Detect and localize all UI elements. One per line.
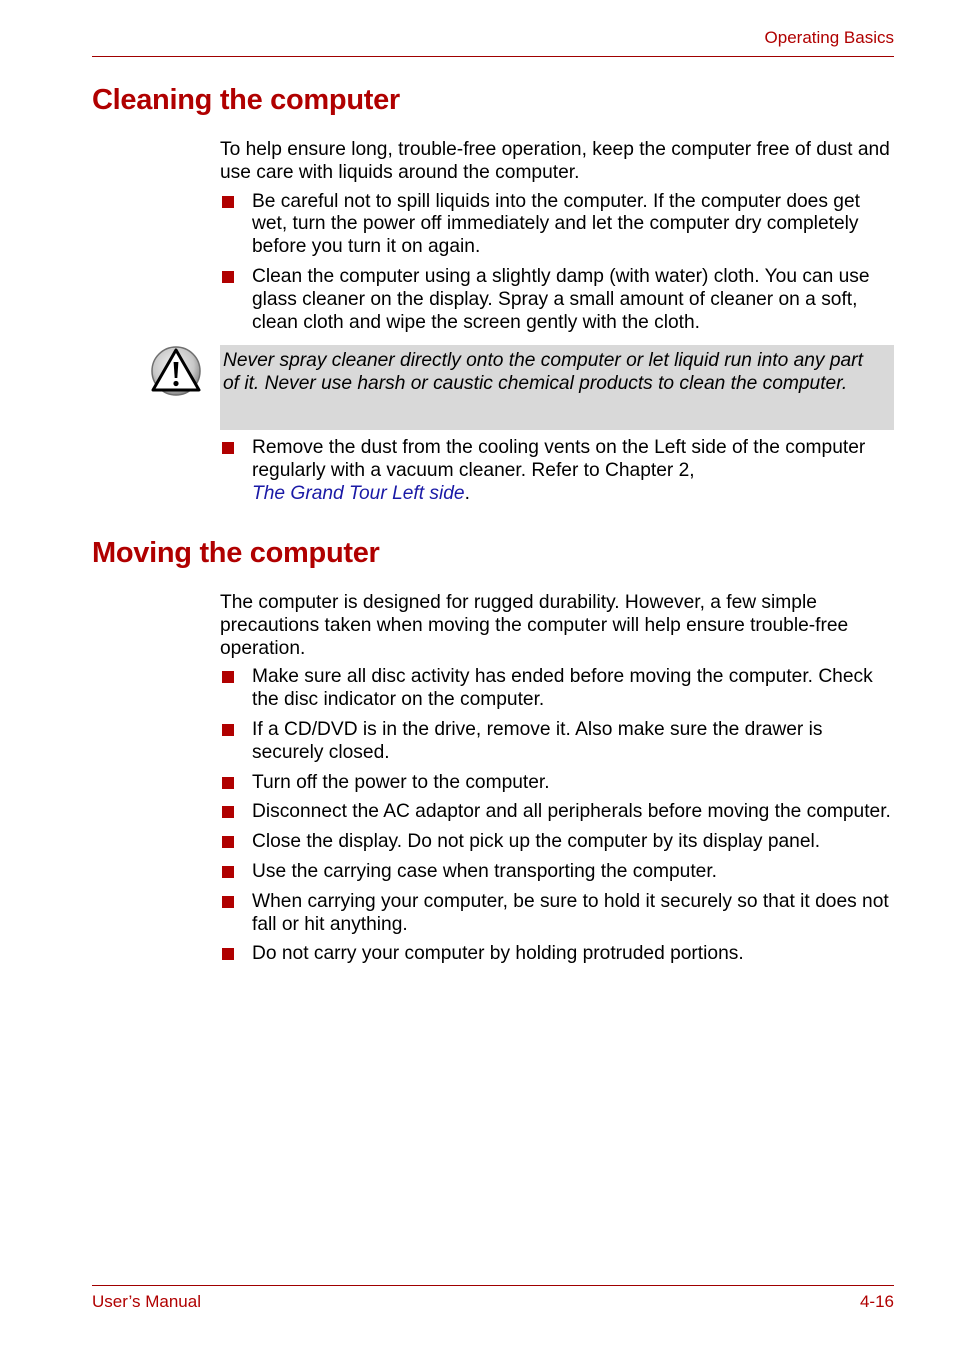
bullet-square-icon — [222, 806, 234, 818]
list-item-text: Do not carry your computer by holding protruded portions. — [252, 943, 744, 965]
list-item — [220, 666, 894, 712]
heading-moving: Moving the computer — [92, 537, 380, 569]
bullet-square-icon — [222, 777, 234, 789]
bullet-square-icon — [222, 866, 234, 878]
caution-warning-icon — [150, 345, 204, 399]
bullet-square-icon — [222, 948, 234, 960]
link-suffix: . — [464, 482, 470, 504]
list-item — [220, 191, 894, 259]
bullet-square-icon — [222, 442, 234, 454]
moving-intro: The computer is designed for rugged durability. However, a few simple precautions taken when moving the computer will help ensure trouble-free operation. — [220, 592, 849, 659]
list-item-text: Make sure all disc activity has ended before moving the computer. Check the disc indicator on the computer. — [252, 666, 873, 711]
list-item-text: Be careful not to spill liquids into the computer. If the computer does get wet, turn the power off immediately and let the computer dry completely before you turn it on again. — [252, 190, 860, 258]
page-footer — [92, 1285, 894, 1311]
heading-cleaning: Cleaning the computer — [92, 84, 400, 116]
list-item-text: Close the display. Do not pick up the computer by its display panel. — [252, 831, 821, 853]
bullet-square-icon — [222, 724, 234, 736]
list-item-text: When carrying your computer, be sure to hold it securely so that it does not fall or hit anything. — [252, 890, 889, 935]
list-item — [220, 266, 894, 334]
bullet-square-icon — [222, 836, 234, 848]
list-item-text: Disconnect the AC adaptor and all peripherals before moving the computer. — [252, 801, 891, 823]
list-item-text: Clean the computer using a slightly damp (with water) cloth. You can use glass cleaner on the display. Spray a small amount of cleaner on a soft, clean cloth and wipe the screen gently with the cloth. — [252, 265, 870, 333]
list-item — [220, 943, 894, 966]
vents-bullet-list — [220, 437, 894, 505]
cleaning-body — [220, 139, 894, 334]
bullet-square-icon — [222, 671, 234, 683]
bullet-square-icon — [222, 196, 234, 208]
list-item — [220, 772, 894, 795]
list-item — [220, 831, 894, 854]
cleaning-intro: To help ensure long, trouble-free operation, keep the computer free of dust and use care with liquids around the computer. — [220, 139, 890, 183]
footer-manual-title: User’s Manual — [92, 1292, 201, 1311]
bullet-square-icon — [222, 271, 234, 283]
caution-box — [220, 345, 894, 430]
list-item — [220, 719, 894, 765]
list-item-text: Remove the dust from the cooling vents on the Left side of the computer regularly with a vacuum cleaner. Refer to Chapter 2, — [252, 437, 866, 481]
list-item-text: Turn off the power to the computer. — [252, 771, 550, 793]
page-header — [92, 26, 894, 57]
caution-text: Never spray cleaner directly onto the computer or let liquid run into any part of it. Never use harsh or caustic chemical products to clean the computer. — [223, 350, 863, 394]
footer-page-number: 4-16 — [859, 1292, 894, 1311]
list-item — [220, 891, 894, 937]
cleaning-bullet-list — [220, 191, 894, 335]
list-item-text: Use the carrying case when transporting the computer. — [252, 860, 718, 882]
vents-body — [220, 437, 894, 505]
list-item — [220, 801, 894, 824]
list-item-text: If a CD/DVD is in the drive, remove it. Also make sure the drawer is securely closed. — [252, 718, 823, 763]
bullet-square-icon — [222, 896, 234, 908]
moving-bullet-list — [220, 666, 894, 966]
moving-body — [220, 592, 894, 966]
list-item — [220, 861, 894, 884]
list-item — [220, 437, 894, 505]
chapter-link[interactable]: The Grand Tour Left side — [252, 482, 465, 504]
header-section-title: Operating Basics — [764, 28, 894, 47]
